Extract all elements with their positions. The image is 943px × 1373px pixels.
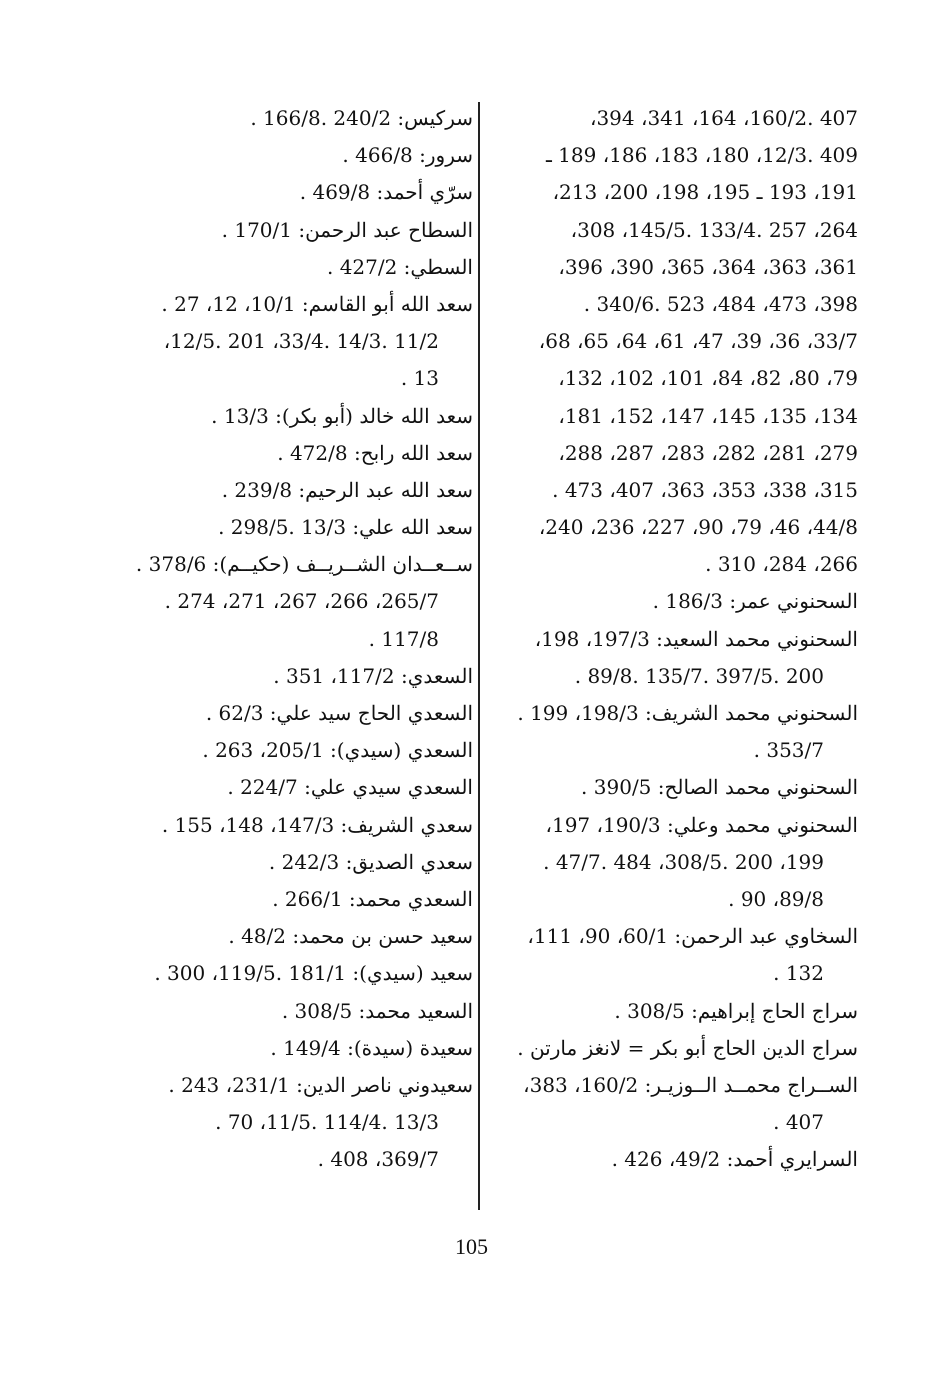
index-entry: 266، 284، 310 . — [705, 552, 858, 577]
index-entry: السعدي سيدي علي: 224/7 . — [227, 775, 473, 800]
index-entry: 134، 135، 145، 147، 152، 181، — [558, 403, 858, 428]
index-column-right — [483, 100, 858, 1178]
index-entry: 33/7، 36، 39، 47، 61، 64، 65، 68، — [538, 329, 858, 354]
index-entry: سعد الله عبد الرحيم: 239/8 . — [221, 477, 473, 502]
index-entry: سرور: 466/8 . — [342, 143, 473, 168]
index-column-left — [113, 100, 473, 1178]
index-entry: السحنوني محمد وعلي: 190/3، 197، — [545, 812, 858, 837]
index-entry: 44/8، 46، 79، 90، 227، 236، 240، — [538, 515, 858, 540]
index-entry: 398، 473، 484، 523 .‏340/6 . — [583, 291, 858, 316]
index-entry: 407 .‏160/2، 164، 341، 394، — [589, 106, 858, 130]
index-entry-continuation: 200 .‏397/5 .‏135/7 .‏89/8 . — [574, 663, 824, 688]
index-entry: 361، 363، 364، 365، 390، 396، — [558, 254, 858, 279]
index-entry: سراج الدين الحاج أبو بكر = لانغز مارتن . — [517, 1035, 858, 1060]
index-entry: السحنوني محمد الصالح: 390/5 . — [581, 775, 858, 800]
index-entry: 409 .‏12/3، 180، 183، 186، 189 ـ — [545, 143, 858, 168]
index-entry: السعدي: 117/2، 351 . — [273, 663, 473, 688]
index-entry-continuation: 353/7 . — [753, 738, 824, 763]
index-entry: سعدي الصديق: 242/3 . — [268, 849, 473, 874]
index-entry: 264، 257 .‏133/4 .‏145/5، 308، — [570, 217, 858, 242]
column-divider — [478, 102, 480, 1210]
index-entry: سعد الله خالد (أبو بكر): 13/3 . — [211, 403, 473, 428]
index-entry: سعد الله رابح: 472/8 . — [277, 440, 473, 465]
index-entry: السعدي الحاج سيد علي: 62/3 . — [205, 701, 473, 725]
index-entry: 315، 338، 353، 363، 407، 473 . — [552, 477, 858, 502]
index-entry: السعدي (سيدي): 205/1، 263 . — [202, 738, 473, 763]
index-entry: 79، 80، 82، 84، 101، 102، 132، — [558, 366, 858, 391]
index-entry: سعد الله علي: 13/3 .‏298/5 . — [218, 515, 473, 540]
index-entry: سرّي أحمد: 469/8 . — [299, 180, 473, 205]
index-entry-continuation: 13 . — [400, 366, 439, 391]
index-entry-continuation: 369/7، 408 . — [317, 1147, 439, 1172]
index-entry: سراج الحاج إبراهيم: 308/5 . — [614, 998, 858, 1023]
index-entry: سركيس: 240/2 .‏166/8 . — [250, 106, 473, 130]
index-entry: السحنوني محمد السعيد: 197/3، 198، — [534, 626, 858, 651]
index-entry-continuation: 89/8، 90 . — [728, 886, 824, 911]
index-entry: السعيد محمد: 308/5 . — [281, 998, 473, 1023]
index-entry-continuation: 265/7، 266، 267، 271، 274 . — [164, 589, 439, 614]
index-entry-continuation: 199، 200 .‏308/5، 484 .‏47/7 . — [543, 849, 824, 874]
index-entry-continuation: 117/8 . — [368, 626, 439, 651]
index-entry-continuation: 132 . — [773, 961, 824, 986]
index-entry: سعيد (سيدي): 181/1 .‏119/5، 300 . — [154, 961, 473, 986]
index-entry: السرايري أحمد: 49/2، 426 . — [611, 1147, 858, 1172]
index-entry: سعد الله أبو القاسم: 10/1، 12، 27 . — [161, 291, 473, 316]
index-entry: السعدي محمد: 266/1 . — [272, 886, 473, 911]
index-entry: السطي: 427/2 . — [326, 254, 473, 279]
index-entry: السطاح عبد الرحمن: 170/1 . — [221, 217, 473, 242]
page-number: 105 — [455, 1234, 488, 1259]
index-entry: 279، 281، 282، 283، 287، 288، — [558, 440, 858, 465]
index-entry: السخاوي عبد الرحمن: 60/1، 90، 111، — [527, 924, 858, 949]
index-entry-continuation: 407 . — [773, 1110, 824, 1135]
index-entry: سعيدة (سيدة): 149/4 . — [270, 1035, 473, 1060]
index-entry: سعيدوني ناصر الدين: 231/1، 243 . — [168, 1072, 473, 1097]
index-entry: ســعــدان الشــريــف (حكيــم): 378/6 . — [135, 552, 473, 577]
index-entry-continuation: 13/3 .‏114/4 .‏11/5، 70 . — [215, 1110, 439, 1135]
index-entry: الســراج محمــد الــوزيـر: 160/2، 383، — [523, 1072, 858, 1097]
index-entry: سعدي الشريف: 147/3، 148، 155 . — [161, 812, 473, 837]
index-entry: سعيد حسن بن محمد: 48/2 . — [228, 924, 473, 949]
index-entry: السحنوني محمد الشريف: 198/3، 199 . — [517, 701, 858, 725]
index-entry-continuation: 11/2 .‏14/3 .‏33/4، 201 .‏12/5، — [163, 329, 439, 354]
index-entry: السحنوني عمر: 186/3 . — [652, 589, 858, 614]
index-entry: 191، 193 ـ 195، 198، 200، 213، — [552, 180, 858, 205]
